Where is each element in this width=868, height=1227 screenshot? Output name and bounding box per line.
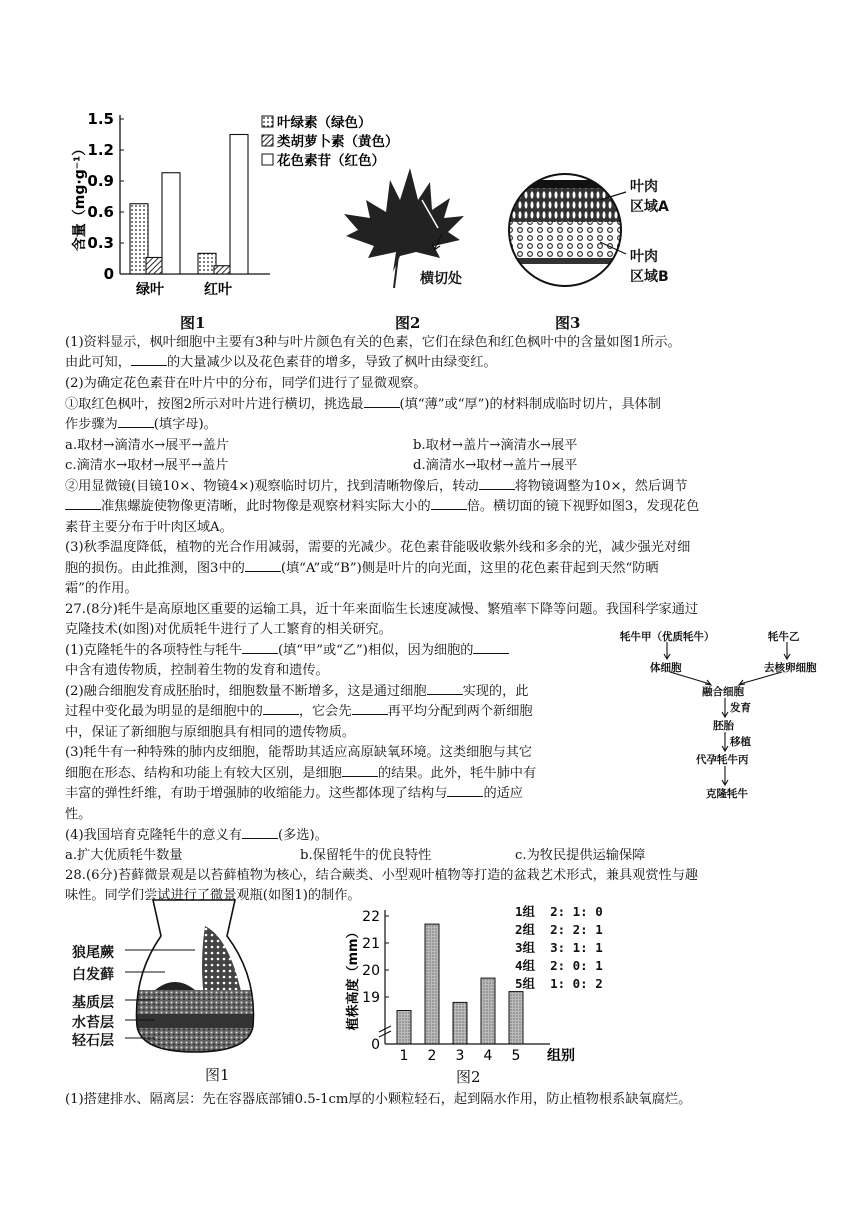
y-tick-label: 1.5 (87, 110, 114, 128)
fig2-leaf (338, 160, 498, 290)
flow-step-transplant: 移植 (730, 736, 751, 748)
q26-line11: 霜”的作用。 (65, 581, 138, 596)
q26-line6: ②用显微镜(目镜10×、物镜4×)观察临时切片，找到清晰物像后，转动 将物镜调整为10×，然后调节 (65, 479, 688, 494)
q27-line1: 27.(8分)牦牛是高原地区重要的运输工具，近十年来面临生长速度减慢、繁殖率下降等问题。我国科学家通过 (65, 602, 699, 617)
flow-cell-b: 去核卵细胞 (764, 662, 817, 674)
flow-result: 克隆牦牛 (706, 788, 748, 800)
legend-entry: 类胡萝卜素（黄色） (277, 134, 399, 150)
q27-line5: (2)融合细胞发育成胚胎时，细胞数量不断增多，这是通过细胞 实现的，此 (65, 684, 529, 699)
jar-label: 轻石层 (72, 1033, 114, 1049)
x-axis-label: 组别 (547, 1048, 575, 1064)
fig3-label-a1: 叶肉 (630, 179, 658, 195)
bar-红叶-2 (230, 135, 248, 275)
q27-line2: 克隆技术(如图)对优质牦牛进行了人工繁育的相关研究。 (65, 622, 392, 637)
fig3-label-b2: 区域B (630, 269, 669, 285)
substrate-layer (125, 990, 265, 1014)
q26-option-a: a.取材→滴清水→展平→盖片 (65, 438, 229, 453)
y-axis-label: 含量（mg·g⁻¹） (72, 141, 88, 252)
flow-embryo: 胚胎 (713, 720, 734, 732)
flow-fused-cell: 融合细胞 (702, 686, 744, 698)
q28-fig1-caption: 图1 (205, 1066, 230, 1084)
y-axis-label: 植株高度（mm） (346, 925, 361, 1031)
q26-option-c: c.滴清水→取材→展平→盖片 (65, 458, 229, 473)
bar-绿叶-2 (162, 173, 180, 274)
q27-line8: (3)牦牛有一种特殊的肺内皮细胞，能帮助其适应高原缺氧环境。这类细胞与其它 (65, 745, 533, 760)
flow-donor-b: 牦牛乙 (768, 631, 800, 643)
y-tick-label: 21 (362, 936, 380, 952)
bar-group-5 (509, 992, 523, 1044)
fig3-label-b1: 叶肉 (630, 249, 658, 265)
group-ratio-entry: 3组 3: 1: 1 (515, 940, 603, 955)
x-tick-label: 5 (511, 1048, 521, 1064)
fig2-label: 横切处 (420, 271, 462, 287)
q27-line3: (1)克隆牦牛的各项特性与牦牛 (填“甲”或“乙”)相似，因为细胞的 (65, 641, 509, 661)
flow-donor-a: 牦牛甲（优质牦牛） (620, 631, 715, 643)
jar-label: 水苔层 (72, 1015, 114, 1031)
q28-line2: 味性。同学们尝试进行了微景观瓶(如图1)的制作。 (65, 888, 361, 903)
q27-line10: 丰富的弹性纤维，有助于增强肺的收缩能力。这些都体现了结构与 的适应 (65, 786, 523, 801)
group-ratio-entry: 2组 2: 2: 1 (515, 922, 603, 937)
group-ratio-entry: 1组 2: 1: 0 (515, 904, 603, 919)
q26-option-d: d.滴清水→取材→盖片→展平 (413, 458, 578, 473)
fig2-caption: 图2 (395, 314, 421, 332)
q26-line2: 由此可知， 的大量减少以及花色素苷的增多，导致了枫叶由绿变红。 (65, 355, 497, 370)
moss-layer (125, 1014, 265, 1028)
q27-line7: 中，保证了新细胞与原细胞具有相同的遗传物质。 (65, 725, 356, 740)
bar-group-4 (481, 978, 495, 1044)
q28-line3: (1)搭建排水、隔离层：先在容器底部铺0.5-1cm厚的小颗粒轻石，起到隔水作用，防止植物根系缺氧腐烂。 (65, 1092, 692, 1107)
q26-line8: 素苷主要分布于叶肉区域A。 (65, 520, 233, 535)
legend-entry: 叶绿素（绿色） (277, 115, 372, 131)
bar-group-3 (453, 1002, 467, 1044)
jar-label: 基质层 (72, 995, 114, 1011)
legend-swatch (262, 154, 273, 165)
q27-line11: 性。 (65, 807, 92, 822)
x-tick-label: 4 (483, 1048, 493, 1064)
q27-flow-diagram (612, 628, 827, 806)
q27-line6: 过程中变化最为明显的是细胞中的 ，它会先 再平均分配到两个新细胞 (65, 704, 533, 719)
bar-group-1 (397, 1011, 411, 1045)
y-tick-label: 19 (362, 990, 380, 1006)
bar-绿叶-0 (130, 204, 148, 274)
q26-line7: 准焦螺旋使物像更清晰，此时物像是观察材料实际大小的 倍。横切面的镜下视野如图3，发现花色 (65, 497, 699, 517)
q26-line9: (3)秋季温度降低，植物的光合作用减弱，需要的光减少。花色素苷能吸收紫外线和多余的光，减少强光对细 (65, 540, 691, 555)
q26-line3: (2)为确定花色素苷在叶片中的分布，同学们进行了显微观察。 (65, 376, 427, 391)
x-category-label: 绿叶 (136, 282, 164, 298)
q27-option-b: b.保留牦牛的优良特性 (300, 848, 432, 863)
q28-fig2-caption: 图2 (456, 1068, 481, 1086)
x-category-label: 红叶 (204, 282, 232, 298)
y-tick-label: 22 (362, 909, 380, 925)
group-ratio-entry: 4组 2: 0: 1 (515, 958, 603, 973)
flow-cell-a: 体细胞 (650, 662, 682, 674)
bar-绿叶-1 (146, 257, 164, 274)
x-tick-label: 3 (455, 1048, 465, 1064)
y-tick-label: 20 (362, 963, 380, 979)
q26-line5: 作步骤为 (填字母)。 (65, 417, 217, 432)
bar-红叶-1 (214, 266, 232, 274)
x-tick-label: 2 (427, 1048, 437, 1064)
q27-option-c: c.为牧民提供运输保障 (515, 848, 646, 863)
q26-option-b: b.取材→盖片→滴清水→展平 (413, 438, 578, 453)
fig3-caption: 图3 (555, 314, 581, 332)
y-tick-label: 0.9 (87, 172, 114, 190)
q27-line4: 中含有遗传物质，控制着生物的发育和遗传。 (65, 663, 329, 678)
q28-fig1-jar (125, 896, 265, 1056)
legend-swatch (262, 116, 273, 127)
y-tick-label: 0 (103, 265, 114, 283)
group-ratio-entry: 5组 1: 0: 2 (515, 976, 603, 991)
fig1-caption: 图1 (180, 314, 206, 332)
y-tick-label: 0.3 (87, 234, 114, 252)
bar-group-2 (425, 924, 439, 1044)
q27-line9: 细胞在形态、结构和功能上有较大区别，是细胞 的结果。此外，牦牛肺中有 (65, 766, 537, 781)
maple-leaf-shape (344, 168, 464, 272)
y-tick-label: 1.2 (87, 141, 114, 159)
q26-line1: (1)资料显示，枫叶细胞中主要有3种与叶片颜色有关的色素，它们在绿色和红色枫叶中的含量如图1所示。 (65, 335, 681, 350)
flow-surrogate: 代孕牦牛丙 (696, 754, 749, 766)
y-tick-label: 0.6 (87, 203, 114, 221)
fig3-label-a2: 区域A (630, 199, 669, 215)
legend-swatch (262, 135, 273, 146)
bar-红叶-0 (198, 253, 216, 274)
y-tick-label: 0 (371, 1037, 380, 1053)
flow-step-develop: 发育 (730, 702, 751, 714)
q28-line1: 28.(6分)苔藓微景观是以苔藓植物为核心，结合蕨类、小型观叶植物等打造的盆栽艺术形式，兼具观赏性与趣 (65, 868, 699, 883)
q26-line4: ①取红色枫叶，按图2所示对叶片进行横切，挑选最 (填“薄”或“厚”)的材料制成临时切片，具体制 (65, 397, 661, 412)
jar-label: 狼尾蕨 (72, 945, 114, 961)
q26-line10: 胞的损伤。由此推测，图3中的 (填“A”或“B”)侧是叶片的向光面，这里的花色素苷起到天然“防晒 (65, 561, 659, 576)
jar-label: 白发藓 (72, 967, 114, 983)
q27-line12: (4)我国培育克隆牦牛的意义有 (多选)。 (65, 828, 328, 843)
q27-option-a: a.扩大优质牦牛数量 (65, 848, 183, 863)
x-tick-label: 1 (399, 1048, 409, 1064)
legend-entry: 花色素苷（红色） (277, 153, 385, 169)
